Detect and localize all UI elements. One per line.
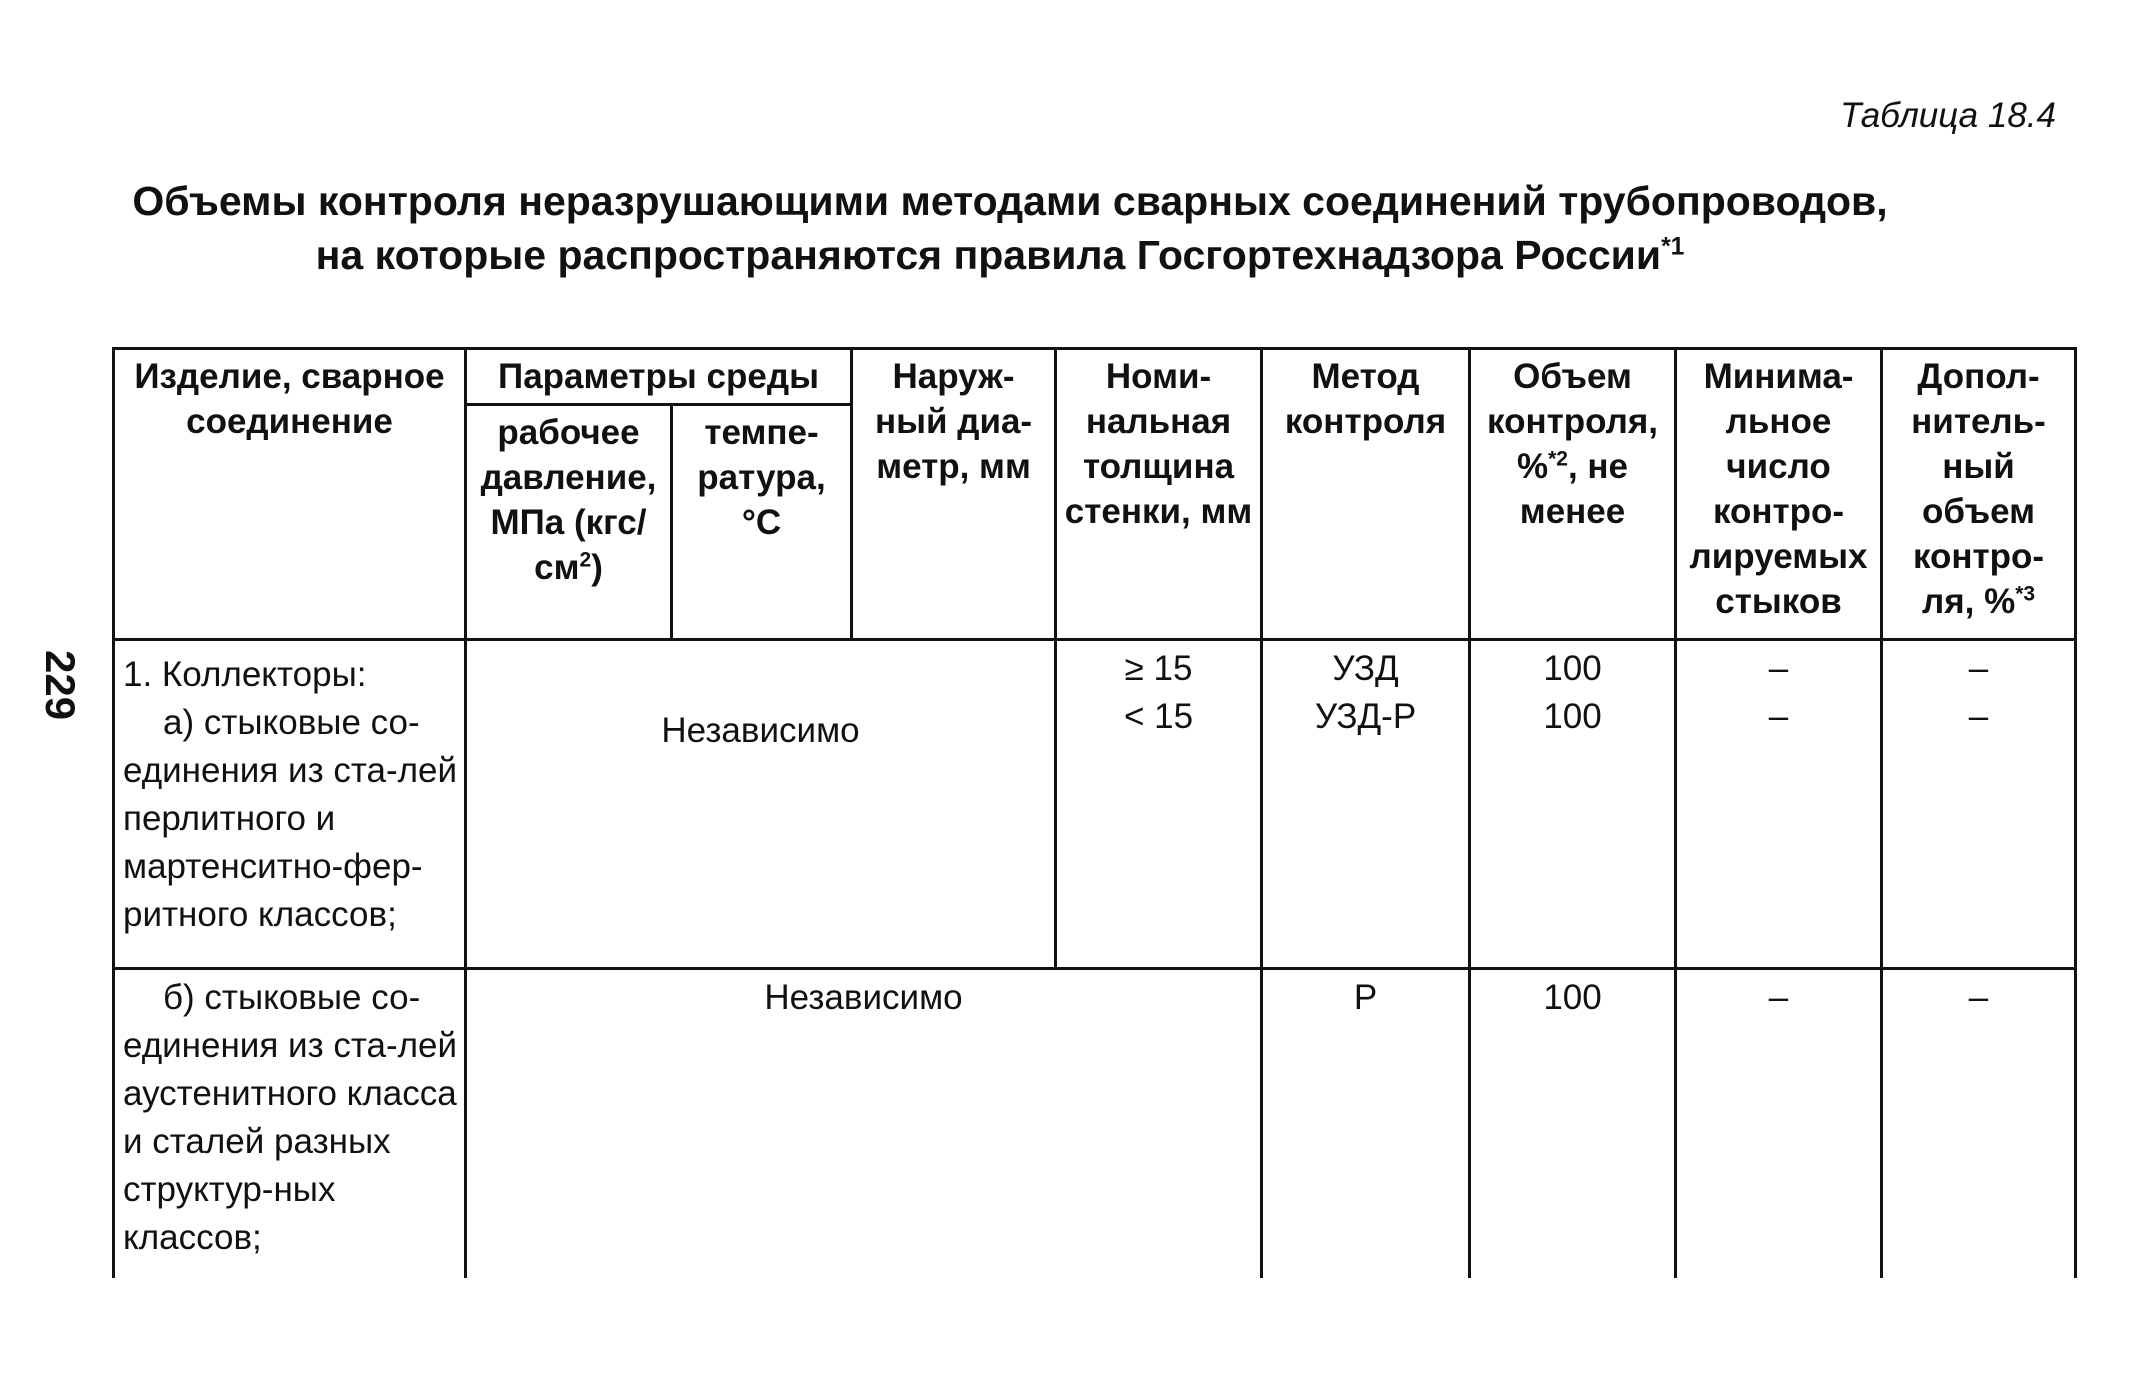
row-1-extra-1: – [1968,649,1989,688]
row-1-params [466,640,1056,969]
row-1-params-text: Независимо [661,711,860,750]
row-2-min-joints: – [1676,969,1882,1279]
table-row [114,969,2076,1279]
title-footnote-mark: *1 [1661,233,1685,261]
row-2-params-text: Независимо [764,978,963,1017]
page-number: 229 [37,650,84,721]
row-2-extra-volume: – [1882,969,2076,1279]
header-pressure-sup: 2 [579,548,592,572]
header-env-params: Параметры среды [466,349,852,405]
row-1-volume [1470,640,1676,969]
row-1-thickness [1056,640,1262,969]
row-1-method-1: УЗД [1332,649,1399,688]
header-extra-volume [1882,349,2076,640]
table-title-line-1: Объемы контроля неразрушающими методами сварных соединений трубопроводов, [132,178,1888,224]
header-extra-volume-text: Допол-нитель-ный объем контро-ля, % [1911,357,2046,621]
row-2-description [114,969,466,1279]
row-1-thickness-1: ≥ 15 [1124,649,1193,688]
row-1-thickness-2: < 15 [1123,697,1194,736]
row-1-extra-volume [1882,640,2076,969]
row-1-volume-2: 100 [1543,697,1602,736]
header-method: Метод контроля [1262,349,1470,640]
header-min-joints: Минима-льное число контро-лируемых стыков [1676,349,1882,640]
row-1-item-title: 1. Коллекторы: [123,655,367,694]
row-1-method-2: УЗД-Р [1314,697,1417,736]
header-volume-tail: , не менее [1519,447,1629,531]
table-title-line-2 [0,232,2000,279]
row-2-volume: 100 [1470,969,1676,1279]
header-extra-volume-sup: *3 [2015,582,2036,606]
header-volume [1470,349,1676,640]
control-volume-table [112,347,2077,1278]
row-2-params [466,969,1262,1279]
row-2-sub-text: б) стыковые со-единения из ста-лей аустенитного класса и сталей разных структур-ных классов; [123,978,458,1257]
header-pressure [466,405,672,640]
row-1-min-joints [1676,640,1882,969]
header-volume-text: Объем контроля, % [1487,357,1658,486]
header-pressure-close: ) [591,548,603,587]
header-volume-sup: *2 [1548,447,1568,471]
header-temperature: темпе-ратура, °С [672,405,852,640]
row-1-min-2: – [1768,697,1789,736]
table-title-line-2-text: на которые распространяются правила Госгортехнадзора России [315,232,1662,278]
row-1-method [1262,640,1470,969]
header-pressure-text: рабочее давление, МПа (кгс/см [480,413,657,587]
row-1-min-1: – [1768,649,1789,688]
row-1-sub-text: а) стыковые со-единения из ста-лей перлитного и мартенситно-фер-ритного классов; [123,703,458,934]
header-outer-diameter: Наруж-ный диа-метр, мм [852,349,1056,640]
table-number-label: Таблица 18.4 [1840,96,2056,135]
row-1-extra-2: – [1968,697,1989,736]
row-1-description [114,640,466,969]
header-wall-thickness: Номи-нальная толщина стенки, мм [1056,349,1262,640]
header-product: Изделие, сварное соединение [114,349,466,640]
row-1-volume-1: 100 [1543,649,1602,688]
row-2-method: Р [1262,969,1470,1279]
table-row [114,640,2076,969]
